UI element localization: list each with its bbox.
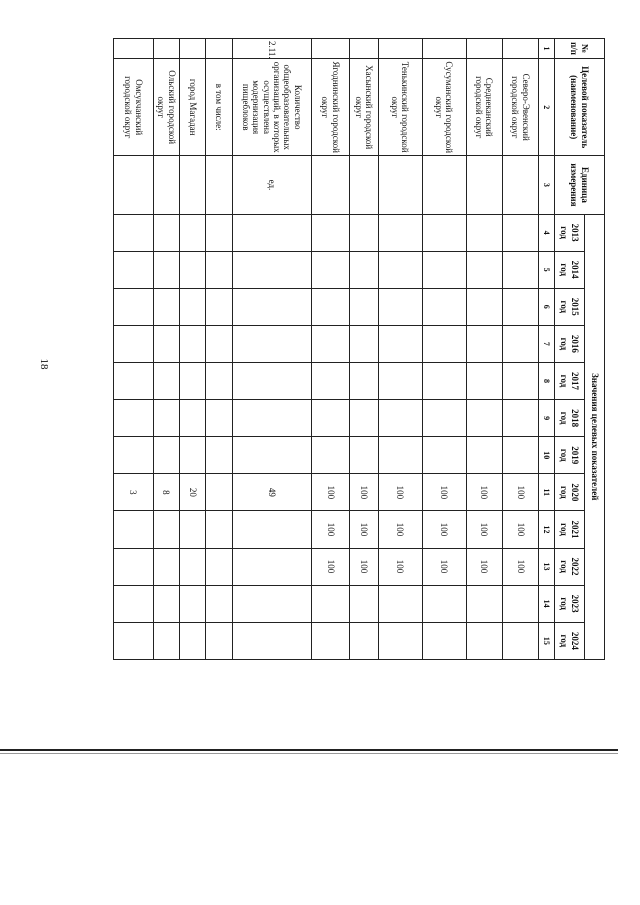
year-value [114, 622, 154, 659]
year-value [153, 622, 179, 659]
year-value [502, 288, 538, 325]
year-value [232, 622, 311, 659]
year-value [232, 288, 311, 325]
table-row [466, 39, 502, 660]
year-value: 100 [378, 548, 422, 585]
year-value [378, 400, 422, 437]
year-value [206, 548, 232, 585]
row-number [206, 39, 232, 59]
unit-cell [466, 156, 502, 214]
column-number: 12 [539, 511, 555, 548]
year-value [350, 251, 379, 288]
year-value [350, 400, 379, 437]
year-value [350, 288, 379, 325]
year-value: 100 [422, 474, 466, 511]
year-value [232, 400, 311, 437]
year-value [422, 362, 466, 399]
column-number: 8 [539, 362, 555, 399]
year-value: 100 [422, 548, 466, 585]
year-value [206, 474, 232, 511]
column-number: 15 [539, 622, 555, 659]
year-value [466, 362, 502, 399]
year-value [422, 437, 466, 474]
indicator-name: Тенькинский городской округ [378, 59, 422, 156]
year-value [232, 437, 311, 474]
page-number: 18 [38, 358, 50, 370]
year-value [114, 288, 154, 325]
header-year: 2020 год [555, 474, 585, 511]
table-row [153, 39, 179, 660]
year-value [114, 400, 154, 437]
year-value [466, 437, 502, 474]
year-value [466, 251, 502, 288]
year-value [179, 362, 205, 399]
row-number [378, 39, 422, 59]
header-year: 2024 год [555, 622, 585, 659]
year-value [466, 325, 502, 362]
year-value [179, 325, 205, 362]
year-value [422, 622, 466, 659]
year-value [378, 325, 422, 362]
header-num: № п/п [555, 39, 605, 59]
year-value: 49 [232, 474, 311, 511]
year-value [206, 622, 232, 659]
year-value [466, 622, 502, 659]
year-value [378, 251, 422, 288]
header-year: 2015 год [555, 288, 585, 325]
year-value [466, 214, 502, 251]
unit-cell [311, 156, 349, 214]
target-indicators-table [113, 38, 605, 660]
unit-cell [206, 156, 232, 214]
year-value [502, 214, 538, 251]
column-number: 5 [539, 251, 555, 288]
column-number: 13 [539, 548, 555, 585]
year-value: 100 [378, 511, 422, 548]
header-year: 2021 год [555, 511, 585, 548]
column-number: 9 [539, 400, 555, 437]
year-value [179, 585, 205, 622]
year-value: 100 [466, 548, 502, 585]
year-value [114, 251, 154, 288]
unit-cell: ед. [232, 156, 311, 214]
year-value [502, 622, 538, 659]
indicator-name: Сусуманский городской округ [422, 59, 466, 156]
year-value [311, 400, 349, 437]
unit-cell [502, 156, 538, 214]
year-value: 100 [350, 511, 379, 548]
year-value [311, 251, 349, 288]
year-value [311, 214, 349, 251]
table-row [179, 39, 205, 660]
header-indicator: Целевой показатель (наименование) [555, 59, 605, 156]
indicator-name: Хасынский городской округ [350, 59, 379, 156]
year-value [502, 325, 538, 362]
unit-cell [378, 156, 422, 214]
year-value [179, 214, 205, 251]
year-value [350, 437, 379, 474]
year-value [206, 251, 232, 288]
year-value [179, 437, 205, 474]
year-value: 100 [502, 511, 538, 548]
year-value: 100 [350, 548, 379, 585]
year-value [378, 437, 422, 474]
year-value [114, 548, 154, 585]
year-value [153, 437, 179, 474]
year-value: 8 [153, 474, 179, 511]
year-value: 100 [502, 548, 538, 585]
year-value [466, 400, 502, 437]
year-value [378, 622, 422, 659]
header-unit: Единица измерения [555, 156, 605, 214]
year-value: 100 [502, 474, 538, 511]
year-value [206, 511, 232, 548]
indicator-name: Ольский городской округ [153, 59, 179, 156]
year-value [179, 288, 205, 325]
year-value [153, 362, 179, 399]
year-value [153, 511, 179, 548]
indicator-name: Среднеканский городской округ [466, 59, 502, 156]
year-value [311, 362, 349, 399]
unit-cell [153, 156, 179, 214]
column-number: 11 [539, 474, 555, 511]
year-value [350, 325, 379, 362]
year-value [153, 585, 179, 622]
year-value [378, 214, 422, 251]
year-value [114, 511, 154, 548]
table-row [232, 39, 311, 660]
row-number [466, 39, 502, 59]
indicator-name: в том числе: [206, 59, 232, 156]
bottom-rule [0, 749, 618, 751]
year-value [502, 585, 538, 622]
year-value [179, 548, 205, 585]
header-year: 2018 год [555, 400, 585, 437]
year-value: 3 [114, 474, 154, 511]
column-number: 3 [539, 156, 555, 214]
year-value [206, 362, 232, 399]
year-value [350, 622, 379, 659]
year-value [378, 362, 422, 399]
table-row [114, 39, 154, 660]
year-value [232, 511, 311, 548]
year-value [232, 585, 311, 622]
column-number: 1 [539, 39, 555, 59]
row-number [153, 39, 179, 59]
row-number [422, 39, 466, 59]
year-value [466, 288, 502, 325]
row-number [179, 39, 205, 59]
row-number [114, 39, 154, 59]
column-number: 7 [539, 325, 555, 362]
year-value [114, 362, 154, 399]
year-value [114, 437, 154, 474]
year-value [153, 400, 179, 437]
table-row [378, 39, 422, 660]
year-value [311, 585, 349, 622]
year-value [422, 288, 466, 325]
year-value: 100 [350, 474, 379, 511]
year-value [502, 251, 538, 288]
row-number: 2.11. [232, 39, 311, 59]
year-value [422, 400, 466, 437]
year-value [232, 362, 311, 399]
year-value [311, 325, 349, 362]
row-number [311, 39, 349, 59]
indicator-name: Количество общеобразовательных организаций, в которых осуществлена модернизация пищеблоков [232, 59, 311, 156]
year-value: 100 [466, 474, 502, 511]
year-value: 100 [378, 474, 422, 511]
year-value [232, 214, 311, 251]
header-year: 2022 год [555, 548, 585, 585]
year-value [502, 362, 538, 399]
year-value: 100 [311, 474, 349, 511]
year-value [179, 622, 205, 659]
year-value [179, 400, 205, 437]
year-value [153, 548, 179, 585]
unit-cell [350, 156, 379, 214]
unit-cell [114, 156, 154, 214]
year-value: 100 [311, 548, 349, 585]
table-row [422, 39, 466, 660]
header-year: 2013 год [555, 214, 585, 251]
indicator-name: Северо-Эвенский городской округ [502, 59, 538, 156]
year-value [206, 585, 232, 622]
year-value [206, 325, 232, 362]
year-value [422, 214, 466, 251]
indicator-name: Омсукчанский городской округ [114, 59, 154, 156]
bottom-rule-thin [0, 753, 618, 754]
header-year: 2023 год [555, 585, 585, 622]
year-value [502, 400, 538, 437]
year-value [350, 585, 379, 622]
indicator-name: город Магадан [179, 59, 205, 156]
indicator-name: Ягоднинский городской округ [311, 59, 349, 156]
unit-cell [422, 156, 466, 214]
year-value: 20 [179, 474, 205, 511]
header-year: 2014 год [555, 251, 585, 288]
table-row [502, 39, 538, 660]
year-value [206, 214, 232, 251]
year-value [206, 400, 232, 437]
year-value [153, 325, 179, 362]
rotated-table-container [113, 38, 605, 660]
year-value [311, 437, 349, 474]
year-value: 100 [311, 511, 349, 548]
year-value [378, 288, 422, 325]
column-number: 4 [539, 214, 555, 251]
year-value [350, 362, 379, 399]
year-value [232, 251, 311, 288]
year-value [114, 585, 154, 622]
year-value [350, 214, 379, 251]
header-values: Значения целевых показателей [585, 214, 605, 659]
column-number: 10 [539, 437, 555, 474]
column-number: 14 [539, 585, 555, 622]
table-row [311, 39, 349, 660]
unit-cell [179, 156, 205, 214]
year-value [114, 214, 154, 251]
year-value [179, 251, 205, 288]
table-row [206, 39, 232, 660]
year-value [466, 585, 502, 622]
column-number: 6 [539, 288, 555, 325]
year-value [206, 437, 232, 474]
year-value [311, 288, 349, 325]
header-year: 2016 год [555, 325, 585, 362]
year-value [232, 325, 311, 362]
year-value: 100 [422, 511, 466, 548]
year-value [153, 288, 179, 325]
year-value [502, 437, 538, 474]
year-value [422, 251, 466, 288]
year-value [232, 548, 311, 585]
year-value: 100 [466, 511, 502, 548]
column-number: 2 [539, 59, 555, 156]
year-value [179, 511, 205, 548]
year-value [114, 325, 154, 362]
year-value [422, 585, 466, 622]
year-value [378, 585, 422, 622]
header-year: 2019 год [555, 437, 585, 474]
row-number [350, 39, 379, 59]
year-value [422, 325, 466, 362]
year-value [311, 622, 349, 659]
table-row [350, 39, 379, 660]
year-value [153, 251, 179, 288]
header-year: 2017 год [555, 362, 585, 399]
row-number [502, 39, 538, 59]
year-value [153, 214, 179, 251]
year-value [206, 288, 232, 325]
